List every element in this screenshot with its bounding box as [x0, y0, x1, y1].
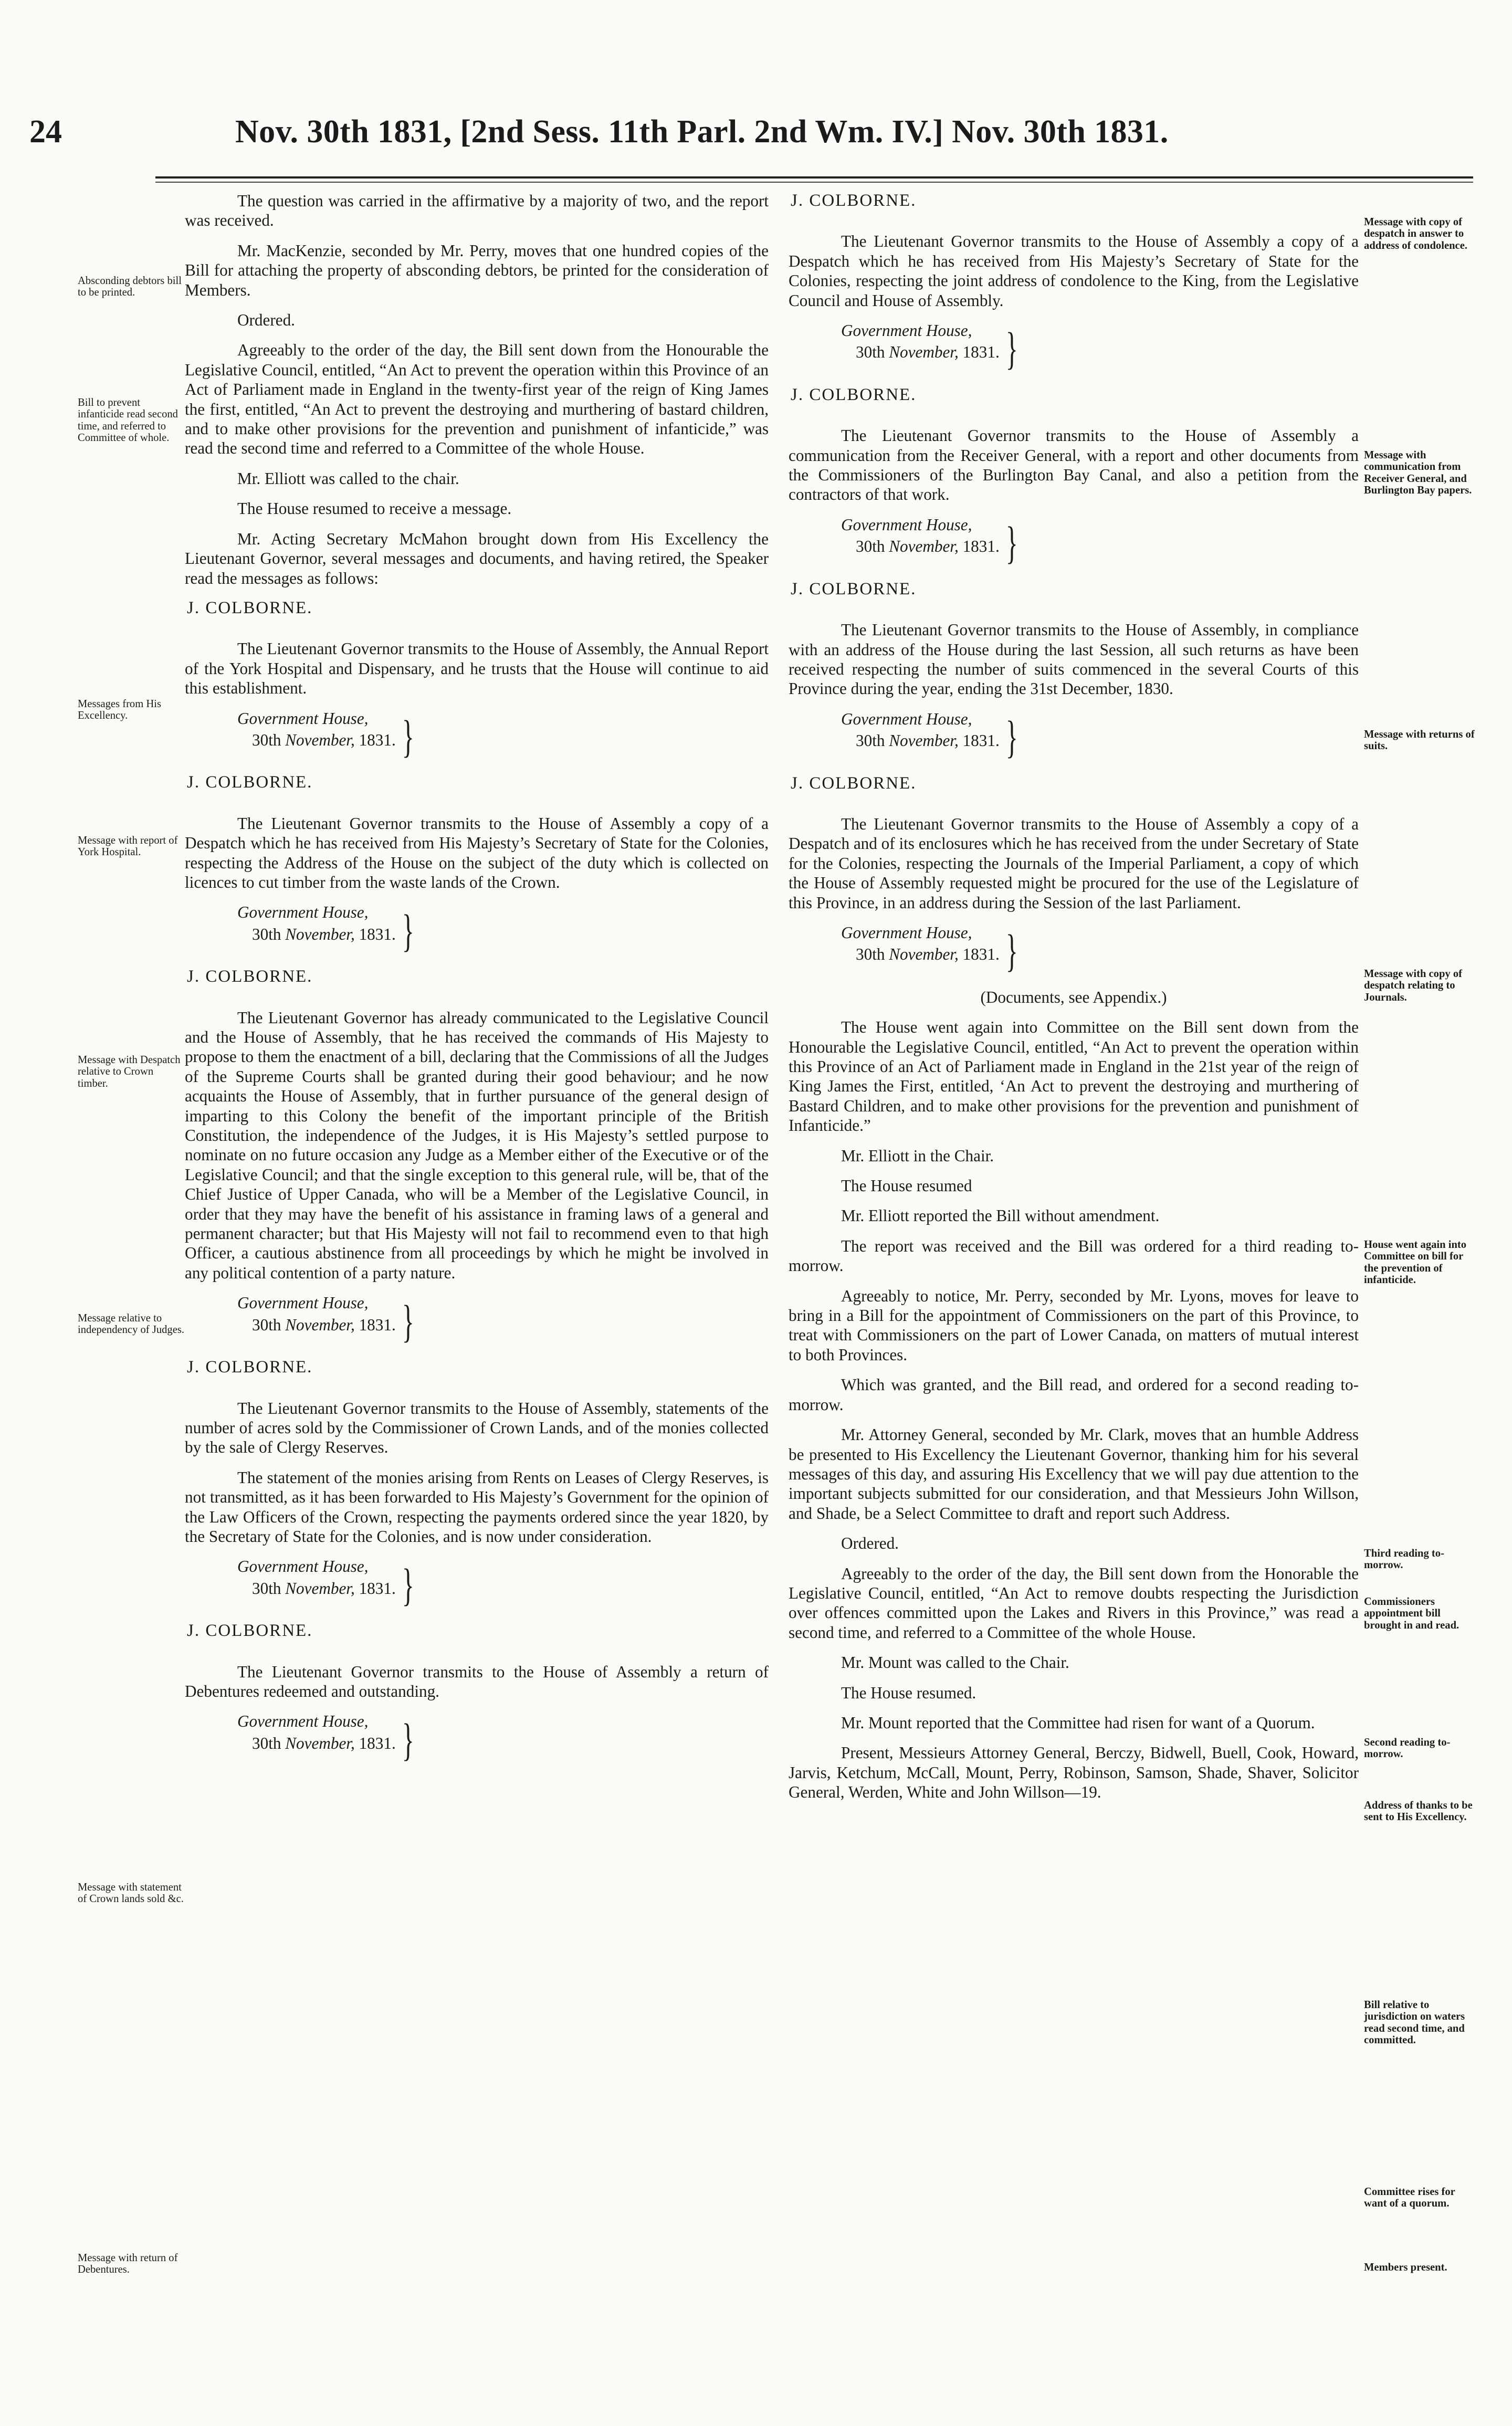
- paragraph: Mr. Mount reported that the Committee had risen for want of a Quorum.: [841, 1713, 1315, 1732]
- dateline: [237, 709, 769, 762]
- message-text: The Lieutenant Governor transmits to the House of Assembly a return of Debentures redeemed and outstanding.: [185, 1662, 769, 1700]
- dateline-date: 30th November, 1831. }: [856, 324, 1018, 375]
- signature: J. COLBORNE.: [791, 385, 917, 404]
- header-rule: [155, 176, 1473, 178]
- paragraph: The House resumed.: [841, 1683, 976, 1702]
- dateline-date: 30th November, 1831. }: [252, 1715, 414, 1766]
- dateline: [237, 1711, 769, 1766]
- margin-note: Committee rises for want of a quorum.: [1364, 2186, 1455, 2210]
- signature: J. COLBORNE.: [187, 598, 313, 617]
- paragraph: The report was received and the Bill was ordered for a third reading to-morrow.: [789, 1236, 1359, 1275]
- dateline-place: Government House,: [237, 903, 369, 922]
- paragraph: The House resumed to receive a message.: [237, 499, 512, 518]
- paragraph: The House resumed: [841, 1177, 972, 1195]
- dateline: [237, 902, 769, 957]
- dateline-place: Government House,: [841, 321, 972, 340]
- dateline-place: Government House,: [841, 515, 972, 534]
- dateline-date: 30th November, 1831. }: [856, 518, 1018, 569]
- margin-note: Absconding debtors bill to be printed.: [78, 275, 182, 299]
- paragraph: Mr. MacKenzie, seconded by Mr. Perry, moves that one hundred copies of the Bill for attaching the property of absconding debtors, be printed for the consideration of Members.: [185, 241, 769, 299]
- left-column: [185, 191, 769, 1776]
- dateline: [841, 515, 1359, 569]
- message-text: The Lieutenant Governor has already communicated to the Legislative Council and the House of Assembly, that he has received the commands of His Majesty to propose to them the enactment of a bill, declaring that the Commissions of all the Judges of the Supreme Courts shall be granted during their good behaviour; and he now acquaints the House of Assembly, that in further pursuance of the general design of imparting to this Colony the benefit of the important principle of the British Constitution, the independence of the Judges, it is His Majesty’s settled purpose to nominate on no future occasion any Judge as a Member either of the Executive or of the Legislative Council; and that the single exception to this general rule, will be, that of the Chief Justice of Upper Canada, who will be a Member of the Legislative Council, in order that they may have the benefit of his assistance in framing laws of a general and permanent character; but that His Majesty will not fail to recommend even to that high Officer, a cautious abstinence from all proceedings by which he might be involved in any political contention of a party nature.: [185, 1008, 769, 1282]
- margin-note: Third reading to-morrow.: [1364, 1548, 1444, 1571]
- page-header: [29, 109, 1473, 162]
- signature: J. COLBORNE.: [187, 773, 313, 792]
- margin-note: Message with statement of Crown lands sold &c.: [78, 1882, 184, 1905]
- signature: J. COLBORNE.: [791, 579, 917, 598]
- signature: J. COLBORNE.: [187, 1621, 313, 1641]
- paragraph: Ordered.: [237, 311, 295, 330]
- paragraph: Agreeably to the order of the day, the Bill sent down from the Honorable the Legislative Council, entitled, “An Act to remove doubts respecting the Jurisdiction over offences committed upon the Lakes and Rivers in this Province,” was read a second time, and referred to a Committee of the whole House.: [789, 1564, 1359, 1642]
- message-text: The statement of the monies arising from Rents on Leases of Clergy Reserves, is not transmitted, as it has been forwarded to His Majesty’s Government for the opinion of the Law Officers of the Crown, respecting the payments ordered since the year 1820, by the Secretary of State for the Colonies, and is now under consideration.: [185, 1468, 769, 1546]
- paragraph: Mr. Elliott in the Chair.: [841, 1146, 994, 1165]
- right-column: [789, 191, 1359, 1813]
- margin-note: Bill to prevent infanticide read second time, and referred to Committee of whole.: [78, 397, 178, 444]
- margin-note: Second reading to-morrow.: [1364, 1737, 1451, 1760]
- margin-note: Message with report of York Hospital.: [78, 835, 178, 858]
- paragraph: Mr. Elliott reported the Bill without amendment.: [841, 1206, 1160, 1225]
- message-text: The Lieutenant Governor transmits to the House of Assembly a copy of a Despatch which he has received from His Majesty’s Secretary of State for the Colonies, respecting the joint address of condolence to the King, from the Legislative Council and House of Assembly.: [789, 232, 1359, 310]
- paragraph: Agreeably to the order of the day, the Bill sent down from the Honourable the Legislative Council, entitled, “An Act to prevent the operation within this Province of an Act of Parliament made in England in the twenty-first year of the reign of King James the first, entitled, “An Act to prevent the destroying and murthering of bastard children, and to make other provisions for the prevention and punishment of infanticide,” was read the second time and referred to a Committee of the whole House.: [185, 341, 769, 458]
- margin-note: Address of thanks to be sent to His Excellency.: [1364, 1800, 1473, 1823]
- dateline-place: Government House,: [237, 709, 369, 728]
- message-text: The Lieutenant Governor transmits to the House of Assembly, in compliance with an address of the House during the last Session, all such returns as have been received respecting the number of suits commenced in the several Courts of this Province during the year, ending the 31st December, 1830.: [789, 621, 1359, 698]
- dateline-place: Government House,: [237, 1294, 369, 1312]
- page-number: 24: [29, 114, 62, 150]
- margin-note: Message with return of Debentures.: [78, 2252, 178, 2276]
- margin-note: Message with Despatch relative to Crown timber.: [78, 1054, 181, 1089]
- signature: J. COLBORNE.: [187, 1358, 313, 1377]
- margin-note: Commissioners appointment bill brought in and read.: [1364, 1596, 1460, 1631]
- documents-note: (Documents, see Appendix.): [980, 988, 1167, 1006]
- paragraph: Which was granted, and the Bill read, and ordered for a second reading to-morrow.: [789, 1375, 1359, 1414]
- paragraph: The House went again into Committee on the Bill sent down from the Honourable the Legislative Council, entitled, “An Act to prevent the operation within this Province of an Act of Parliament made in England in the 21st year of the reign of King James the First, entitled, ‘An Act to prevent the destroying and murthering of Bastard Children, and to make other provisions for the prevention and punishment of Infanticide.”: [789, 1018, 1359, 1135]
- dateline-place: Government House,: [841, 923, 972, 942]
- paragraph: Mr. Elliott was called to the chair.: [237, 469, 459, 488]
- message-text: The Lieutenant Governor transmits to the House of Assembly a copy of a Despatch which he has received from His Majesty’s Secretary of State for the Colonies, respecting the Address of the House on the subject of the duty which is collected on licences to cut timber from the waste lands of the Crown.: [185, 814, 769, 891]
- dateline-date: 30th November, 1831. }: [252, 712, 414, 762]
- paragraph: The question was carried in the affirmative by a majority of two, and the report was received.: [185, 192, 769, 230]
- message-text: The Lieutenant Governor transmits to the House of Assembly a communication from the Receiver General, with a report and other documents from the Commissioners of the Burlington Bay Canal, and also a petition from the contractors of that work.: [789, 426, 1359, 504]
- margin-note: Message with copy of despatch relating to Journals.: [1364, 968, 1463, 1003]
- signature: J. COLBORNE.: [791, 191, 917, 210]
- message-text: The Lieutenant Governor transmits to the House of Assembly, statements of the number of acres sold by the Commissioner of Crown Lands, and of the monies collected by the sale of Clergy Reserves.: [185, 1399, 769, 1457]
- dateline-date: 30th November, 1831. }: [252, 1297, 414, 1347]
- dateline: [841, 321, 1359, 375]
- margin-note: Message with copy of despatch in answer to address of condolence.: [1364, 216, 1467, 251]
- message-text: The Lieutenant Governor transmits to the House of Assembly a copy of a Despatch and of its enclosures which he has received from the under Secretary of State for the Colonies, respecting the Journals of the Imperial Parliament, a copy of which the House of Assembly requested might be procured for the use of the Legislature of this Province, in an address during the Session of the last Parliament.: [789, 814, 1359, 912]
- signature: J. COLBORNE.: [187, 967, 313, 986]
- dateline: [237, 1293, 769, 1347]
- header-rule-thin: [155, 182, 1473, 183]
- dateline-date: 30th November, 1831. }: [856, 712, 1018, 763]
- paragraph: Present, Messieurs Attorney General, Berczy, Bidwell, Buell, Cook, Howard, Jarvis, Ketchum, McCall, Mount, Perry, Robinson, Samson, Shade, Shaver, Solicitor General, Werden, White and John Willson—19.: [789, 1744, 1359, 1802]
- dateline-date: 30th November, 1831. }: [252, 1560, 414, 1611]
- dateline-place: Government House,: [841, 709, 972, 728]
- dateline-place: Government House,: [237, 1712, 369, 1731]
- margin-note: Message relative to independency of Judges.: [78, 1312, 185, 1336]
- signature: J. COLBORNE.: [791, 773, 917, 793]
- dateline-place: Government House,: [237, 1557, 369, 1576]
- paragraph: Agreeably to notice, Mr. Perry, seconded by Mr. Lyons, moves for leave to bring in a Bill for the appointment of Commissioners on the part of this Province, to treat with Commissioners on the part of Lower Canada, on matters of mutual interest to both Provinces.: [789, 1286, 1359, 1364]
- margin-note: Message with communication from Receiver General, and Burlington Bay papers.: [1364, 449, 1472, 497]
- dateline-date: 30th November, 1831. }: [856, 926, 1018, 977]
- margin-note: Bill relative to jurisdiction on waters read second time, and committed.: [1364, 1999, 1465, 2046]
- dateline-date: 30th November, 1831. }: [252, 906, 414, 957]
- margin-note: Message with returns of suits.: [1364, 729, 1475, 752]
- dateline: [841, 709, 1359, 763]
- dateline: [237, 1557, 769, 1611]
- paragraph: Mr. Attorney General, seconded by Mr. Clark, moves that an humble Address be presented to His Excellency the Lieutenant Governor, thanking him for his several messages of this day, and assuring His Excellency that we will pay due attention to the important subjects submitted for our consideration, and that Messieurs John Willson, and Shade, be a Select Committee to draft and report such Address.: [789, 1425, 1359, 1522]
- dateline: [841, 923, 1359, 977]
- paragraph: Mr. Acting Secretary McMahon brought down from His Excellency the Lieutenant Governor, several messages and documents, and having retired, the Speaker read the messages as follows:: [185, 529, 769, 587]
- paragraph: Mr. Mount was called to the Chair.: [841, 1653, 1069, 1672]
- margin-note: House went again into Committee on bill for the prevention of infanticide.: [1364, 1239, 1467, 1286]
- running-title: Nov. 30th 1831, [2nd Sess. 11th Parl. 2nd Wm. IV.] Nov. 30th 1831.: [235, 114, 1169, 150]
- margin-note: Messages from His Excellency.: [78, 698, 162, 722]
- margin-note: Members present.: [1364, 2262, 1447, 2273]
- paragraph: Ordered.: [841, 1534, 899, 1553]
- message-text: The Lieutenant Governor transmits to the House of Assembly, the Annual Report of the York Hospital and Dispensary, and he trusts that the House will continue to aid this establishment.: [185, 639, 769, 698]
